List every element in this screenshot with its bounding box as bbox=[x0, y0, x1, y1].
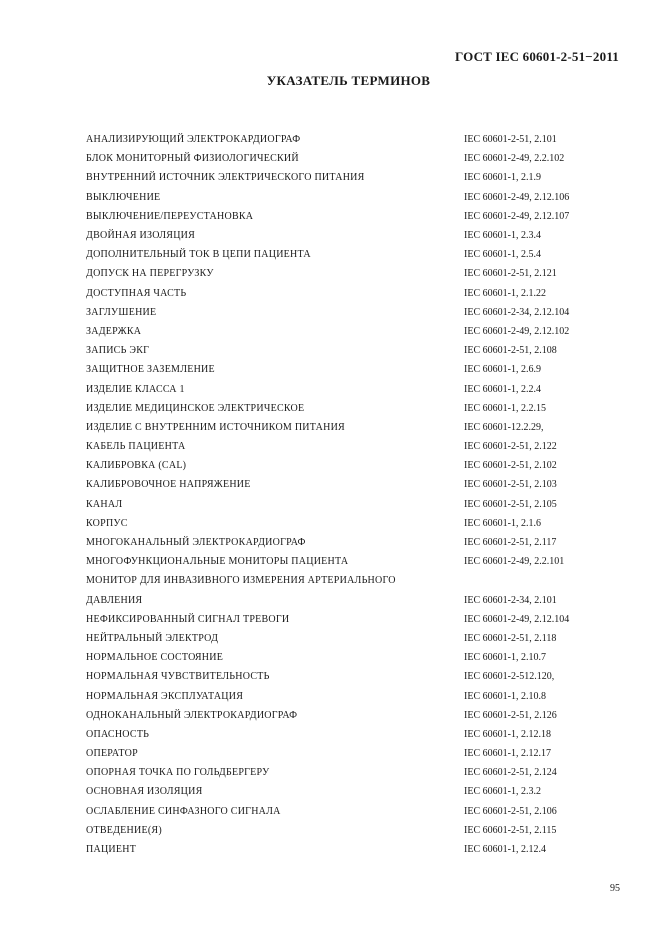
term-name: ДВОЙНАЯ ИЗОЛЯЦИЯ bbox=[86, 230, 196, 242]
term-name: НЕФИКСИРОВАННЫЙ СИГНАЛ ТРЕВОГИ bbox=[86, 613, 290, 625]
term-row bbox=[86, 399, 626, 418]
term-name: ОПОРНАЯ ТОЧКА ПО ГОЛЬДБЕРГЕРУ bbox=[86, 767, 270, 779]
term-reference: IEC 60601-1, 2.3.4 bbox=[464, 230, 541, 242]
page-number: 95 bbox=[610, 883, 620, 894]
term-reference: IEC 60601-2-51, 2.121 bbox=[464, 268, 557, 280]
page-title: УКАЗАТЕЛЬ ТЕРМИНОВ bbox=[266, 73, 431, 88]
term-reference: IEC 60601-2-51, 2.108 bbox=[464, 345, 557, 357]
term-name: ВНУТРЕННИЙ ИСТОЧНИК ЭЛЕКТРИЧЕСКОГО ПИТАНИЯ bbox=[86, 172, 365, 184]
term-row bbox=[86, 303, 626, 322]
term-name: КОРПУС bbox=[86, 517, 128, 529]
term-name: КАНАЛ bbox=[86, 498, 123, 510]
term-name: НЕЙТРАЛЬНЫЙ ЭЛЕКТРОД bbox=[86, 632, 219, 644]
term-reference: IEC 60601-2-49, 2.2.101 bbox=[464, 556, 565, 568]
term-reference: IEC 60601-2-51, 2.118 bbox=[464, 632, 557, 644]
term-reference: IEC 60601-1, 2.1.6 bbox=[464, 517, 541, 529]
term-name: ЗАДЕРЖКА bbox=[86, 325, 142, 337]
term-reference: IEC 60601-1, 2.12.4 bbox=[464, 844, 546, 856]
term-reference: IEC 60601-1, 2.12.17 bbox=[464, 748, 551, 760]
term-reference: IEC 60601-1, 2.6.9 bbox=[464, 364, 541, 376]
term-name: ОДНОКАНАЛЬНЫЙ ЭЛЕКТРОКАРДИОГРАФ bbox=[86, 709, 298, 721]
term-row bbox=[86, 130, 626, 149]
term-reference: IEC 60601-2-51, 2.117 bbox=[464, 537, 557, 549]
term-row bbox=[86, 360, 626, 379]
term-reference: IEC 60601-1, 2.5.4 bbox=[464, 249, 541, 261]
term-row bbox=[86, 475, 626, 494]
term-row bbox=[86, 686, 626, 705]
term-row bbox=[86, 610, 626, 629]
term-name: ИЗДЕЛИЕ С ВНУТРЕННИМ ИСТОЧНИКОМ ПИТАНИЯ bbox=[86, 421, 345, 433]
term-reference: IEC 60601-2-49, 2.12.102 bbox=[464, 325, 570, 337]
term-reference: IEC 60601-2-49, 2.12.104 bbox=[464, 613, 570, 625]
term-reference: IEC 60601-2-51, 2.115 bbox=[464, 824, 557, 836]
term-name: МОНИТОР ДЛЯ ИНВАЗИВНОГО ИЗМЕРЕНИЯ АРТЕРИАЛЬНОГО bbox=[86, 575, 396, 587]
term-reference: IEC 60601-1, 2.10.7 bbox=[464, 652, 546, 664]
term-row bbox=[86, 245, 626, 264]
term-reference: IEC 60601-1, 2.1.22 bbox=[464, 287, 546, 299]
term-reference: IEC 60601-2-51, 2.103 bbox=[464, 479, 557, 491]
term-name: АНАЛИЗИРУЮЩИЙ ЭЛЕКТРОКАРДИОГРАФ bbox=[86, 134, 301, 146]
term-name: ВЫКЛЮЧЕНИЕ/ПЕРЕУСТАНОВКА bbox=[86, 210, 254, 222]
standard-designation: ГОСТ IEC 60601-2-51−2011 bbox=[454, 49, 619, 64]
term-reference: IEC 60601-12.2.29, bbox=[464, 421, 544, 433]
term-row bbox=[86, 188, 626, 207]
term-row bbox=[86, 706, 626, 725]
term-name: ДОПОЛНИТЕЛЬНЫЙ ТОК В ЦЕПИ ПАЦИЕНТА bbox=[86, 249, 311, 261]
term-name: ПАЦИЕНТ bbox=[86, 844, 137, 856]
term-row bbox=[86, 437, 626, 456]
term-name: МНОГОКАНАЛЬНЫЙ ЭЛЕКТРОКАРДИОГРАФ bbox=[86, 537, 306, 549]
term-row bbox=[86, 629, 626, 648]
term-row bbox=[86, 648, 626, 667]
term-row bbox=[86, 495, 626, 514]
term-reference: IEC 60601-1, 2.1.9 bbox=[464, 172, 541, 184]
term-name: НОРМАЛЬНАЯ ЧУВСТВИТЕЛЬНОСТЬ bbox=[86, 671, 270, 683]
term-row bbox=[86, 168, 626, 187]
term-name: ОСНОВНАЯ ИЗОЛЯЦИЯ bbox=[86, 786, 203, 798]
term-row bbox=[86, 418, 626, 437]
term-name: БЛОК МОНИТОРНЫЙ ФИЗИОЛОГИЧЕСКИЙ bbox=[86, 153, 299, 165]
term-reference: IEC 60601-2-34, 2.101 bbox=[464, 594, 557, 606]
term-row bbox=[86, 571, 626, 590]
term-reference: IEC 60601-2-51, 2.122 bbox=[464, 441, 557, 453]
term-name: МНОГОФУНКЦИОНАЛЬНЫЕ МОНИТОРЫ ПАЦИЕНТА bbox=[86, 556, 349, 568]
term-row bbox=[86, 552, 626, 571]
term-row bbox=[86, 264, 626, 283]
term-row bbox=[86, 226, 626, 245]
term-row bbox=[86, 763, 626, 782]
term-reference: IEC 60601-2-51, 2.102 bbox=[464, 460, 557, 472]
term-row bbox=[86, 322, 626, 341]
term-row bbox=[86, 533, 626, 552]
term-row bbox=[86, 341, 626, 360]
term-reference: IEC 60601-2-51, 2.124 bbox=[464, 767, 557, 779]
term-reference: IEC 60601-2-51, 2.126 bbox=[464, 709, 557, 721]
term-row bbox=[86, 284, 626, 303]
term-name: ВЫКЛЮЧЕНИЕ bbox=[86, 191, 161, 203]
term-row bbox=[86, 667, 626, 686]
term-name: ЗАГЛУШЕНИЕ bbox=[86, 306, 157, 318]
term-reference: IEC 60601-2-51, 2.101 bbox=[464, 134, 557, 146]
term-row bbox=[86, 207, 626, 226]
term-reference: IEC 60601-1, 2.2.15 bbox=[464, 402, 546, 414]
term-row bbox=[86, 591, 626, 610]
term-name: ОПАСНОСТЬ bbox=[86, 728, 150, 740]
term-reference: IEC 60601-2-512.120, bbox=[464, 671, 555, 683]
term-name: ЗАПИСЬ ЭКГ bbox=[86, 345, 150, 357]
term-name: ОСЛАБЛЕНИЕ СИНФАЗНОГО СИГНАЛА bbox=[86, 805, 281, 817]
term-name: НОРМАЛЬНОЕ СОСТОЯНИЕ bbox=[86, 652, 224, 664]
term-reference: IEC 60601-1, 2.2.4 bbox=[464, 383, 541, 395]
term-name: ИЗДЕЛИЕ КЛАССА 1 bbox=[86, 383, 185, 395]
term-name: ОТВЕДЕНИЕ(Я) bbox=[86, 824, 162, 836]
term-reference: IEC 60601-2-49, 2.2.102 bbox=[464, 153, 565, 165]
term-row bbox=[86, 744, 626, 763]
term-name: ДОСТУПНАЯ ЧАСТЬ bbox=[86, 287, 187, 299]
term-name: ДОПУСК НА ПЕРЕГРУЗКУ bbox=[86, 268, 214, 280]
term-name: КАБЕЛЬ ПАЦИЕНТА bbox=[86, 441, 186, 453]
term-reference: IEC 60601-2-51, 2.106 bbox=[464, 805, 557, 817]
term-row bbox=[86, 840, 626, 859]
term-row bbox=[86, 782, 626, 801]
term-reference: IEC 60601-2-51, 2.105 bbox=[464, 498, 557, 510]
term-row bbox=[86, 149, 626, 168]
term-name: КАЛИБРОВОЧНОЕ НАПРЯЖЕНИЕ bbox=[86, 479, 251, 491]
term-reference: IEC 60601-2-34, 2.12.104 bbox=[464, 306, 570, 318]
term-row bbox=[86, 802, 626, 821]
term-reference: IEC 60601-2-49, 2.12.106 bbox=[464, 191, 570, 203]
terms-index-list bbox=[86, 130, 626, 859]
term-row bbox=[86, 456, 626, 475]
term-name: ИЗДЕЛИЕ МЕДИЦИНСКОЕ ЭЛЕКТРИЧЕСКОЕ bbox=[86, 402, 305, 414]
term-row bbox=[86, 514, 626, 533]
term-name: ДАВЛЕНИЯ bbox=[86, 594, 143, 606]
term-reference: IEC 60601-1, 2.10.8 bbox=[464, 690, 546, 702]
term-reference: IEC 60601-1, 2.12.18 bbox=[464, 728, 551, 740]
term-name: КАЛИБРОВКА (CAL) bbox=[86, 460, 187, 472]
term-row bbox=[86, 821, 626, 840]
term-reference: IEC 60601-1, 2.3.2 bbox=[464, 786, 541, 798]
term-name: ЗАЩИТНОЕ ЗАЗЕМЛЕНИЕ bbox=[86, 364, 215, 376]
term-row bbox=[86, 725, 626, 744]
term-name: НОРМАЛЬНАЯ ЭКСПЛУАТАЦИЯ bbox=[86, 690, 244, 702]
term-reference: IEC 60601-2-49, 2.12.107 bbox=[464, 210, 570, 222]
term-name: ОПЕРАТОР bbox=[86, 748, 138, 760]
term-row bbox=[86, 379, 626, 398]
